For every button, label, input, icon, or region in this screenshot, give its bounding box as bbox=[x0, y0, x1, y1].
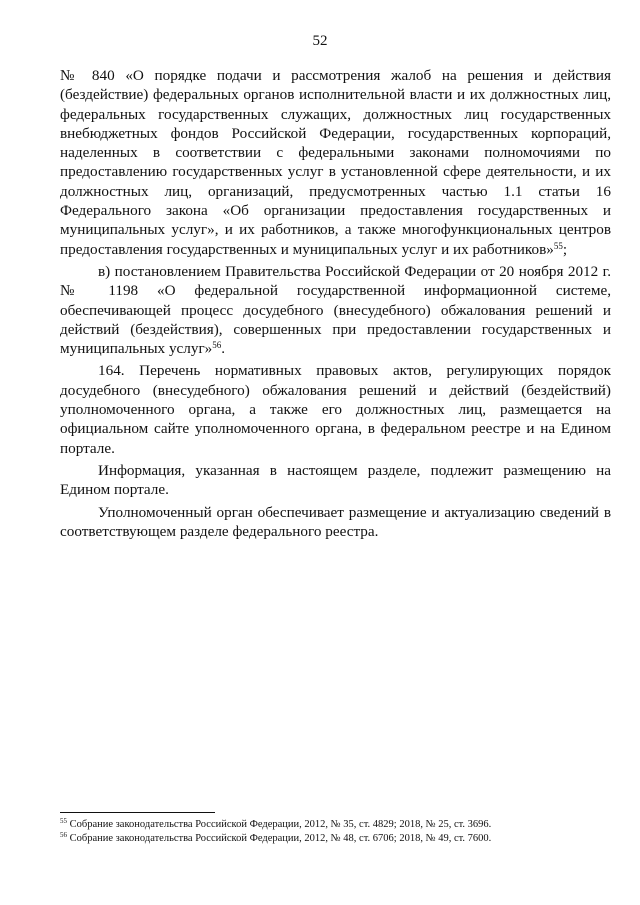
paragraph-authorized-body: Уполномоченный орган обеспечивает размещение и актуализацию сведений в соответствующем разделе федерального реестра. bbox=[60, 503, 611, 540]
footnote-number: 55 bbox=[60, 817, 67, 825]
paragraph-information: Информация, указанная в настоящем разделе, подлежит размещению на Едином портале. bbox=[60, 461, 611, 499]
footnote-ref-56: 56 bbox=[212, 340, 222, 351]
paragraph-text: № 840 «О порядке подачи и рассмотрения жалоб на решения и действия (бездействие) федеральных органов исполнительной власти и их должностных лиц, федеральных государственных служащих, должностных лиц государственных внебюджетных фондов Российской Федерации, государственных корпораций, наделенных в соответствии с федеральными законами полномочиями по предоставлению государственных услуг в установленной сфере деятельности, и их должностных лиц, организаций, предусмотренных частью 1.1 статьи 16 Федерального закона «Об организации предоставления государственных и муниципальных услуг», и их работников, а также многофункциональных центров предоставления государственных и муниципальных услуг и их работников» bbox=[60, 67, 611, 258]
footnote-56 bbox=[60, 832, 611, 846]
footnote-55 bbox=[60, 818, 611, 832]
footnote-ref-55: 55 bbox=[553, 240, 563, 251]
paragraph-tail: . bbox=[221, 340, 226, 358]
footnote-text: Собрание законодательства Российской Федерации, 2012, № 35, ст. 4829; 2018, № 25, ст. 3696. bbox=[69, 819, 492, 830]
footnotes bbox=[60, 818, 611, 845]
footnote-text: Собрание законодательства Российской Федерации, 2012, № 48, ст. 6706; 2018, № 49, ст. 7600. bbox=[69, 832, 492, 844]
paragraph-text: в) постановлением Правительства Российской Федерации от 20 ноября 2012 г. № 1198 «О федеральной государственной информационной системе, обеспечивающей процесс досудебного (внесудебного) обжалования решений и действий (бездействия), совершенных при предоставлении государственных и муниципальных услуг» bbox=[60, 262, 611, 358]
paragraph-tail: ; bbox=[562, 240, 568, 258]
footnote-number: 56 bbox=[60, 830, 67, 839]
paragraph-continuation bbox=[60, 66, 611, 259]
document-body bbox=[60, 66, 611, 544]
page-number: 52 bbox=[312, 33, 328, 49]
paragraph-resolution-1198 bbox=[60, 262, 611, 358]
paragraph-164: 164. Перечень нормативных правовых актов, регулирующих порядок досудебного (внесудебного) обжалования решений и действий (бездействий) уполномоченного органа, а также его должностных лиц, размещается на официальном сайте уполномоченного органа, в федеральном реестре и на Едином портале. bbox=[60, 362, 611, 457]
footnote-divider bbox=[60, 812, 215, 813]
